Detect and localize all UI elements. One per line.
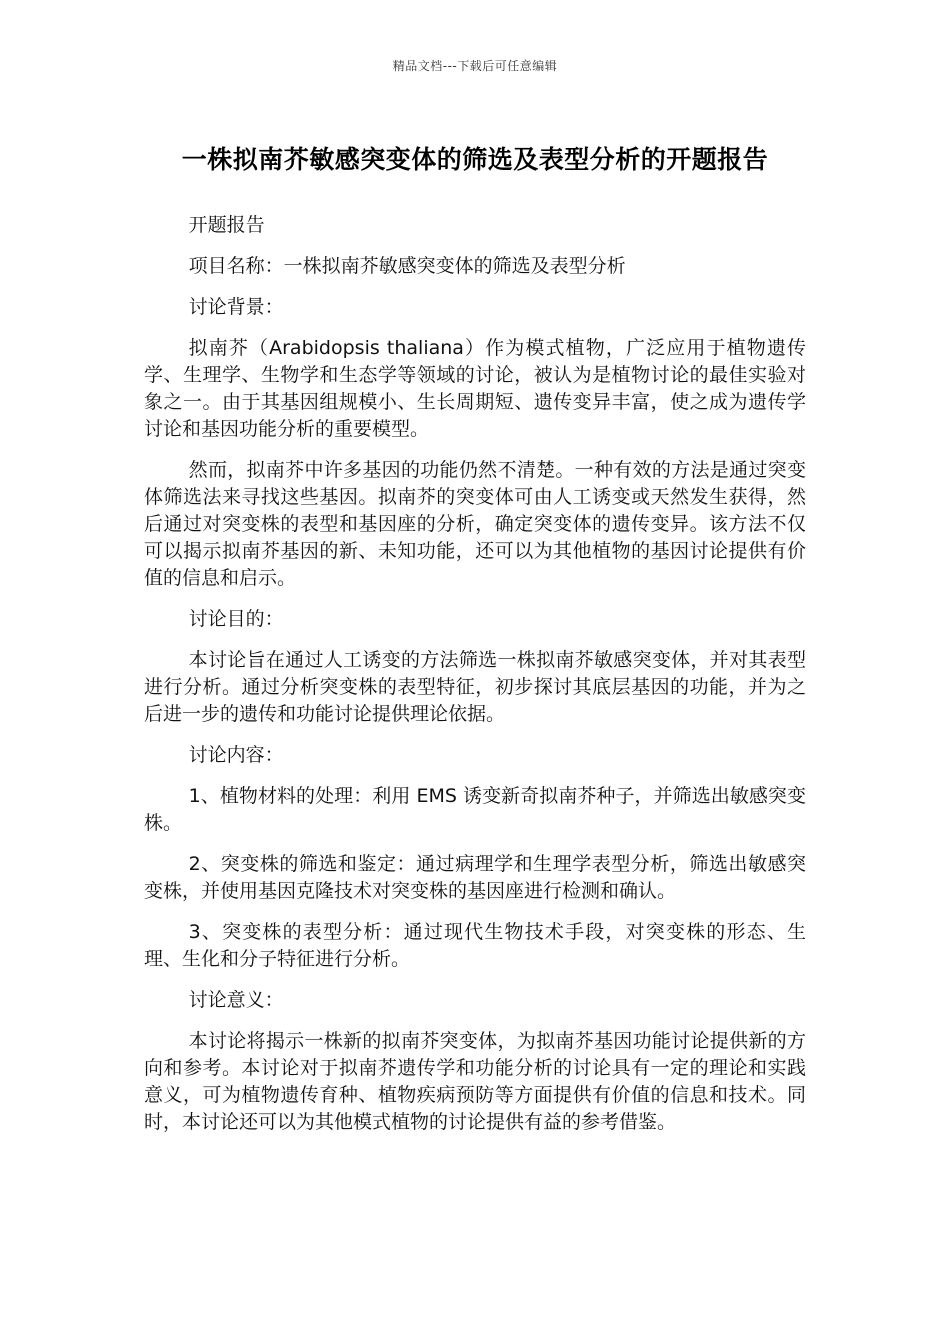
document-body <box>144 212 806 1150</box>
document-title: 一株拟南芥敏感突变体的筛选及表型分析的开题报告 <box>181 145 769 174</box>
paragraph-project-name: 项目名称：一株拟南芥敏感突变体的筛选及表型分析 <box>188 255 626 277</box>
paragraph-report-label: 开题报告 <box>188 214 265 236</box>
paragraph-content-3: 3、突变株的表型分析：通过现代生物技术手段，对突变株的形态、生理、生化和分子特征进行分析。 <box>144 921 806 970</box>
paragraph-content-2: 2、突变株的筛选和鉴定：通过病理学和生理学表型分析，筛选出敏感突变株，并使用基因克隆技术对突变株的基因座进行检测和确认。 <box>144 853 806 902</box>
heading-content: 讨论内容： <box>188 744 284 766</box>
heading-significance: 讨论意义： <box>188 989 284 1011</box>
paragraph-significance: 本讨论将揭示一株新的拟南芥突变体，为拟南芥基因功能讨论提供新的方向和参考。本讨论对于拟南芥遗传学和功能分析的讨论具有一定的理论和实践意义，可为植物遗传育种、植物疾病预防等方面提供有价值的信息和技术。同时，本讨论还可以为其他模式植物的讨论提供有益的参考借鉴。 <box>144 1030 806 1133</box>
paragraph-background-2: 然而，拟南芥中许多基因的功能仍然不清楚。一种有效的方法是通过突变体筛选法来寻找这些基因。拟南芥的突变体可由人工诱变或天然发生获得，然后通过对突变株的表型和基因座的分析，确定突变体的遗传变异。该方法不仅可以揭示拟南芥基因的新、未知功能，还可以为其他植物的基因讨论提供有价值的信息和启示。 <box>144 459 806 589</box>
paragraph-background-1: 拟南芥（Arabidopsis thaliana）作为模式植物，广泛应用于植物遗传学、生理学、生物学和生态学等领域的讨论，被认为是植物讨论的最佳实验对象之一。由于其基因组规模小、生长周期短、遗传变异丰富，使之成为遗传学讨论和基因功能分析的重要模型。 <box>144 337 806 440</box>
paragraph-purpose: 本讨论旨在通过人工诱变的方法筛选一株拟南芥敏感突变体，并对其表型进行分析。通过分析突变株的表型特征，初步探讨其底层基因的功能，并为之后进一步的遗传和功能讨论提供理论依据。 <box>144 649 806 725</box>
paragraph-content-1: 1、植物材料的处理：利用 EMS 诱变新奇拟南芥种子，并筛选出敏感突变株。 <box>144 785 806 834</box>
heading-purpose: 讨论目的： <box>188 608 284 630</box>
heading-background: 讨论背景： <box>188 296 284 318</box>
page-header: 精品文档---下载后可任意编辑 <box>392 59 558 73</box>
